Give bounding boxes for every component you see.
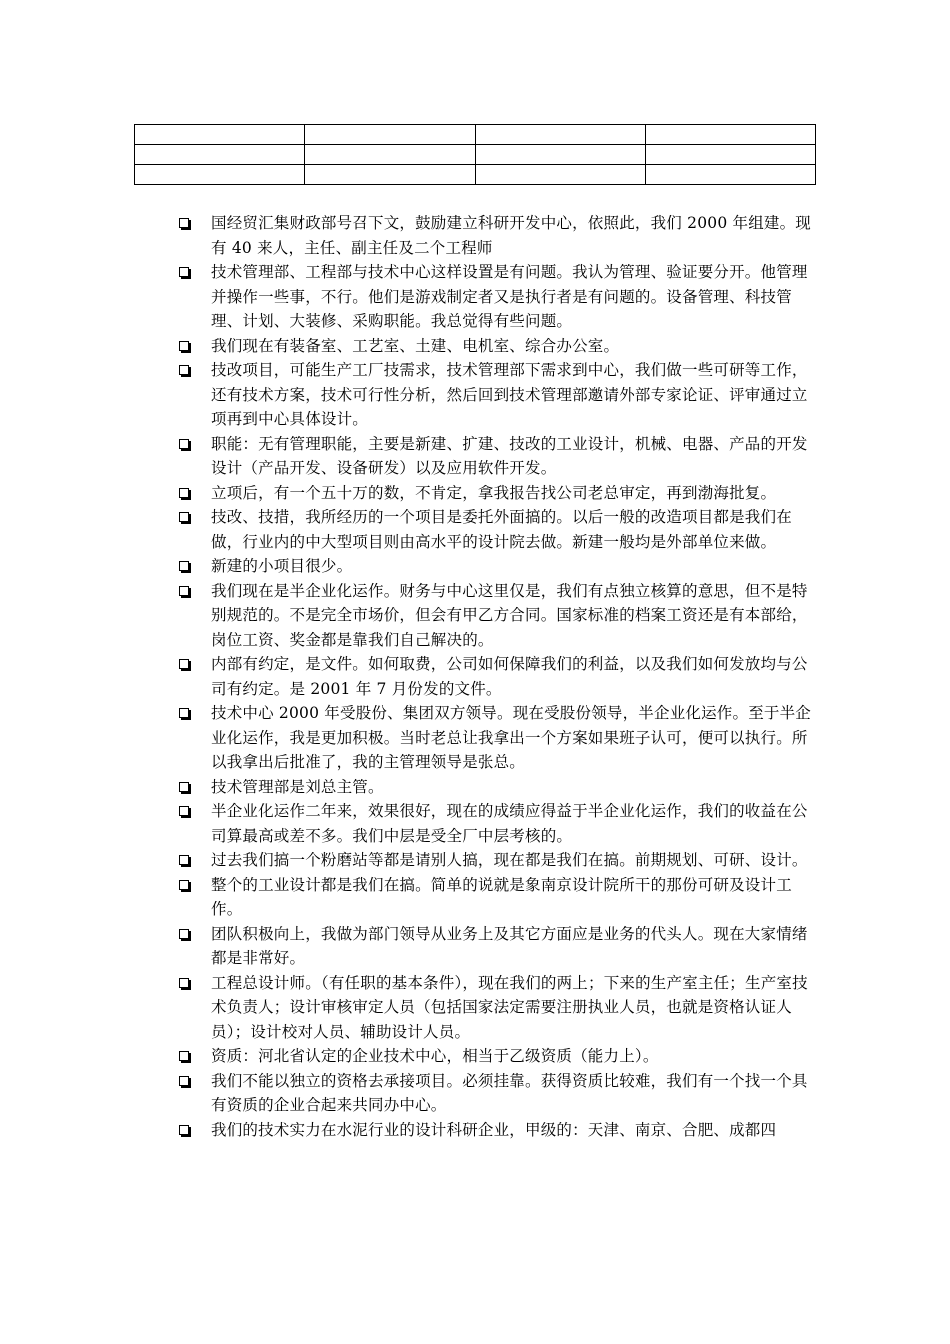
checkbox-bullet-icon <box>179 512 189 522</box>
checkbox-bullet-icon <box>179 978 189 988</box>
checkbox-bullet-icon <box>179 439 189 449</box>
list-item-text: 技术管理部是刘总主管。 <box>211 777 384 796</box>
table-cell <box>645 125 815 145</box>
list-item <box>176 505 816 554</box>
table-cell <box>645 145 815 165</box>
list-item-text: 资质：河北省认定的企业技术中心，相当于乙级资质（能力上）。 <box>211 1047 659 1065</box>
list-item <box>176 971 816 1045</box>
list-item-text: 我们现在是半企业化运作。财务与中心这里仅是，我们有点独立核算的意思，但不是特别规范的。不是完全市场价，但会有甲乙方合同。国家标准的档案工资还是有本部给，岗位工资、奖金都是靠我们自己解决的。 <box>211 581 808 649</box>
checkbox-bullet-icon <box>179 659 189 669</box>
list-item-text: 团队积极向上，我做为部门领导从业务上及其它方面应是业务的代头人。现在大家情绪都是非常好。 <box>211 924 808 967</box>
list-item <box>176 554 816 579</box>
checkbox-bullet-icon <box>179 806 189 816</box>
list-item-text: 技术中心 2000 年受股份、集团双方领导。现在受股份领导，半企业化运作。至于半企业化运作，我是更加积极。当时老总让我拿出一个方案如果班子认可，便可以执行。所以我拿出后批准了，我的主管理领导是张总。 <box>211 704 812 771</box>
table-cell <box>305 165 475 185</box>
list-item-text: 国经贸汇集财政部号召下文，鼓励建立科研开发中心，依照此，我们 2000 年组建。现有 40 来人，主任、副主任及二个工程师 <box>211 214 812 257</box>
list-item <box>176 1069 816 1118</box>
list-item-text: 整个的工业设计都是我们在搞。简单的说就是象南京设计院所干的那份可研及设计工作。 <box>211 875 792 918</box>
list-item-text: 我们不能以独立的资格去承接项目。必须挂靠。获得资质比较难，我们有一个找一个具有资质的企业合起来共同办中心。 <box>211 1071 808 1114</box>
table-cell <box>135 165 305 185</box>
table-cell <box>135 145 305 165</box>
list-item-text: 技改、技措，我所经历的一个项目是委托外面搞的。以后一般的改造项目都是我们在做，行业内的中大型项目则由高水平的设计院去做。新建一般均是外部单位来做。 <box>211 508 792 551</box>
list-item <box>176 701 816 775</box>
list-item <box>176 481 816 506</box>
list-item-text: 内部有约定，是文件。如何取费，公司如何保障我们的利益，以及我们如何发放均与公司有约定。是 2001 年 7 月份发的文件。 <box>211 655 808 698</box>
list-item-text: 我们的技术实力在水泥行业的设计科研企业，甲级的：天津、南京、合肥、成都四 <box>211 1120 777 1139</box>
checkbox-bullet-icon <box>179 855 189 865</box>
list-item-text: 过去我们搞一个粉磨站等都是请别人搞，现在都是我们在搞。前期规划、可研、设计。 <box>211 851 808 869</box>
checkbox-bullet-icon <box>179 365 189 375</box>
table-cell <box>645 165 815 185</box>
checkbox-bullet-icon <box>179 341 189 351</box>
checkbox-bullet-icon <box>179 586 189 596</box>
checkbox-bullet-icon <box>179 782 189 792</box>
list-item <box>176 432 816 481</box>
table-row <box>135 125 816 145</box>
table-cell <box>475 165 645 185</box>
list-item-text: 半企业化运作二年来，效果很好，现在的成绩应得益于半企业化运作，我们的收益在公司算最高或差不多。我们中层是受全厂中层考核的。 <box>211 802 808 845</box>
list-item-text: 技改项目，可能生产工厂技需求，技术管理部下需求到中心，我们做一些可研等工作，还有技术方案，技术可行性分析，然后回到技术管理部邀请外部专家论证、评审通过立项再到中心具体设计。 <box>211 361 808 428</box>
list-item <box>176 848 816 873</box>
checkbox-bullet-icon <box>179 267 189 277</box>
checkbox-bullet-icon <box>179 561 189 571</box>
empty-table <box>134 124 816 185</box>
list-item <box>176 799 816 848</box>
list-item <box>176 211 816 260</box>
checkbox-bullet-icon <box>179 880 189 890</box>
list-item <box>176 1044 816 1069</box>
table-cell <box>305 125 475 145</box>
bullet-list <box>176 211 816 1142</box>
list-item <box>176 652 816 701</box>
list-item <box>176 873 816 922</box>
list-item-text: 工程总设计师。（有任职的基本条件），现在我们的两上；下来的生产室主任；生产室技术负责人；设计审核审定人员（包括国家法定需要注册执业人员，也就是资格认证人员）；设计校对人员、辅助设计人员。 <box>211 973 808 1041</box>
list-item-text: 我们现在有装备室、工艺室、土建、电机室、综合办公室。 <box>211 336 620 355</box>
checkbox-bullet-icon <box>179 1125 189 1135</box>
table-cell <box>475 125 645 145</box>
table-cell <box>475 145 645 165</box>
list-item-text: 新建的小项目很少。 <box>211 557 353 575</box>
table-row <box>135 145 816 165</box>
table-cell <box>305 145 475 165</box>
checkbox-bullet-icon <box>179 218 189 228</box>
checkbox-bullet-icon <box>179 488 189 498</box>
list-item-text: 职能：无有管理职能，主要是新建、扩建、技改的工业设计，机械、电器、产品的开发设计（产品开发、设备研发）以及应用软件开发。 <box>211 434 808 477</box>
table-row <box>135 165 816 185</box>
list-item <box>176 334 816 359</box>
list-item <box>176 358 816 432</box>
list-item-text: 技术管理部、工程部与技术中心这样设置是有问题。我认为管理、验证要分开。他管理并操作一些事，不行。他们是游戏制定者又是执行者是有问题的。设备管理、科技管理、计划、大装修、采购职能。我总觉得有些问题。 <box>211 263 808 330</box>
checkbox-bullet-icon <box>179 929 189 939</box>
list-item <box>176 922 816 971</box>
list-item <box>176 260 816 334</box>
checkbox-bullet-icon <box>179 1076 189 1086</box>
table-cell <box>135 125 305 145</box>
list-item-text: 立项后，有一个五十万的数，不肯定，拿我报告找公司老总审定，再到渤海批复。 <box>211 483 777 502</box>
checkbox-bullet-icon <box>179 1051 189 1061</box>
list-item <box>176 1118 816 1143</box>
list-item <box>176 775 816 800</box>
list-item <box>176 579 816 653</box>
checkbox-bullet-icon <box>179 708 189 718</box>
